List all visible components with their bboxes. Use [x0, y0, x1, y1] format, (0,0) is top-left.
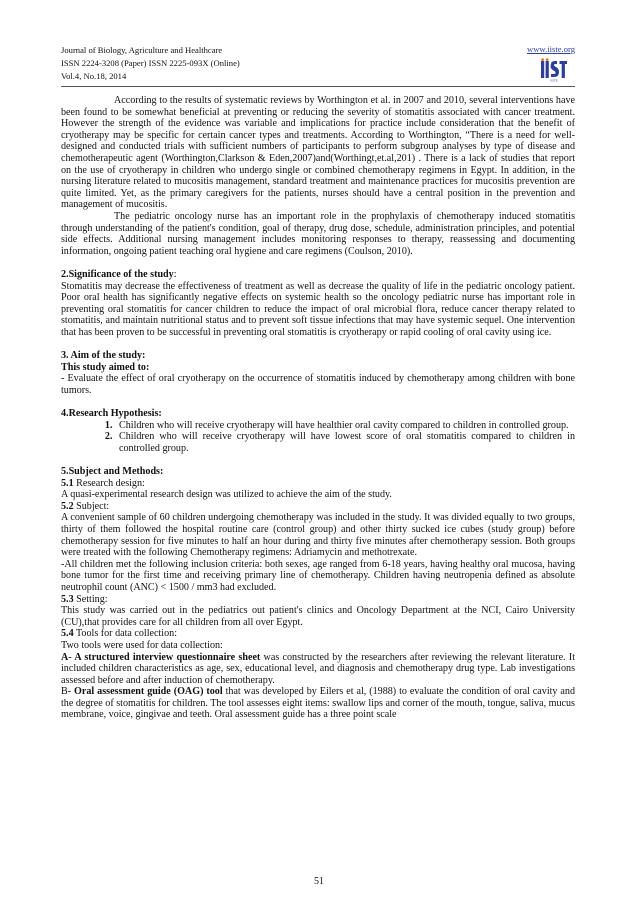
journal-url-link[interactable]: www.iiste.org: [527, 44, 575, 54]
tools-subheading: 5.4 Tools for data collection:: [61, 628, 178, 640]
page-number: 51: [314, 876, 324, 887]
hypothesis-list: [61, 420, 575, 455]
volume-line: Vol.4, No.18, 2014: [61, 71, 127, 81]
iiste-logo-icon: [538, 58, 570, 82]
intro-paragraph-1: According to the results of systematic reviews by Worthington et al. in 2007 and 2010, several interventions have been found to be somewhat beneficial at preventing or reducing the severity of stomatitis associated with cancer treatment. However the strength of the evidence was variable and implications for practice include consideration that the benefit of cryotherapy may be specific for certain cancer types and treatments. According to Worthington, “There is a need for well-designed and conducted trials with sufficient numbers of participants to perform subgroup analyses by type of disease and chemotherapeutic agent (Worthington,Clarkson & Eden,2007)and(Worthingt,et.al,201) . There is a lack of studies that report on the use of cryotherapy in children who undergo single or combined chemotherapy regimens in Egypt. In addition, in the nursing literature related to mucositis management, standard treatment and maintenance practices for mucositis prevention are quite limited. Yet, as the primary caregivers for the patients, nurses should have a central position in the prevention and management of mucositis.: [61, 95, 575, 211]
hypothesis-item: 1. Children who will receive cryotherapy will have healthier oral cavity compared to children in controlled group.: [115, 420, 575, 432]
aim-subheading: This study aimed to:: [61, 361, 150, 373]
tool-a-paragraph: A- A structured interview questionnaire sheet was constructed by the researchers after reviewing the relevant literature. It included children characteristics as age, sex, educational level, and diagnosis and chemotherapy drug type. Lab investigations assessed before and after induction of chemotherapy.: [61, 651, 575, 686]
article-body: [61, 95, 575, 721]
journal-title: Journal of Biology, Agriculture and Healthcare: [61, 45, 223, 55]
setting-subheading: 5.3 Setting:: [61, 593, 108, 605]
significance-paragraph: Stomatitis may decrease the effectiveness of treatment as well as decrease the quality of life in the pediatric oncology patient. Poor oral health has significantly negative effects on systemic health so the oncology pediatric nurse has important role in preventing oral stomatitis for cancer children to reduce the impact of oral microbial flora, reduce cancer therapy related to stomatitis, and maintain nutritional status and to prevent soft tissue infections that may have systemic sequel. One intervention that has been proven to be successful in preventing oral stomatitis is cryotherapy or rapid cooling of oral cavity using ice.: [61, 280, 575, 338]
criteria-paragraph: -All children met the following inclusion criteria: both sexes, age ranged from 6-18 years, having healthy oral mucosa, having bone tumor for the first time and receiving primary line of chemotherapy. Children having neutropenia defined as absolute neutrophil count (ANC) < 1500 / mm3 had excluded.: [61, 558, 575, 593]
aim-heading: 3. Aim of the study:: [61, 350, 146, 362]
methods-heading: 5.Subject and Methods:: [61, 466, 164, 477]
hypothesis-item: 2. Children who will receive cryotherapy will have lowest score of oral stomatitis compared to children in controlled group.: [115, 431, 575, 454]
aim-paragraph: - Evaluate the effect of oral cryotherapy on the occurrence of stomatitis induced by chemotherapy among children with bone tumors.: [61, 373, 575, 396]
header-rule: [61, 86, 575, 87]
tool-b-paragraph: B- Oral assessment guide (OAG) tool that was developed by Eilers et al, (1988) to evaluate the condition of oral cavity and the degree of stomatitis for children. The tool assesses eight items: swallow lips and corner of the mouth, tongue, saliva, mucus membrane, voice, gingivae and teeth. Oral assessment guide has a three point scale: [61, 686, 575, 721]
setting-paragraph: This study was carried out in the pediatrics out patient's clinics and Oncology Department at the NCI, Cairo University (CU),that provides care for all children from all over Egypt.: [61, 605, 575, 628]
running-header: [61, 44, 240, 83]
logo-text: IISTE: [550, 78, 558, 82]
subject-paragraph: A convenient sample of 60 children undergoing chemotherapy was included in the study. It was divided equally to two groups, thirty of them followed the hospital routine care (control group) and other thirty sucked ice cubes (study group) before chemotherapy session for five minutes to half an hour during and thirty five minutes after chemotherapy session. Both groups were treated with the following Chemotherapy regimens: Adriamycin and methotrexate.: [61, 512, 575, 559]
design-paragraph: A quasi-experimental research design was utilized to achieve the aim of the study.: [61, 489, 392, 501]
design-subheading: 5.1 Research design:: [61, 477, 145, 489]
hypothesis-heading: 4.Research Hypothesis:: [61, 408, 162, 420]
tools-paragraph: Two tools were used for data collection:: [61, 639, 223, 651]
issn-line: ISSN 2224-3208 (Paper) ISSN 2225-093X (Online): [61, 58, 240, 68]
intro-paragraph-2: The pediatric oncology nurse has an important role in the prophylaxis of chemotherapy induced stomatitis through understanding of the patient's condition, goal of therapy, drug dose, schedule, administration principles, and potential side effects. Additional nursing management includes monitoring responses to therapy, reassessing and documenting information, ongoing patient teaching oral hygiene and care regimens (Coulson, 2010).: [61, 210, 575, 257]
significance-heading: 2.Significance of the study:: [61, 268, 177, 280]
subject-subheading: 5.2 Subject:: [61, 500, 110, 512]
